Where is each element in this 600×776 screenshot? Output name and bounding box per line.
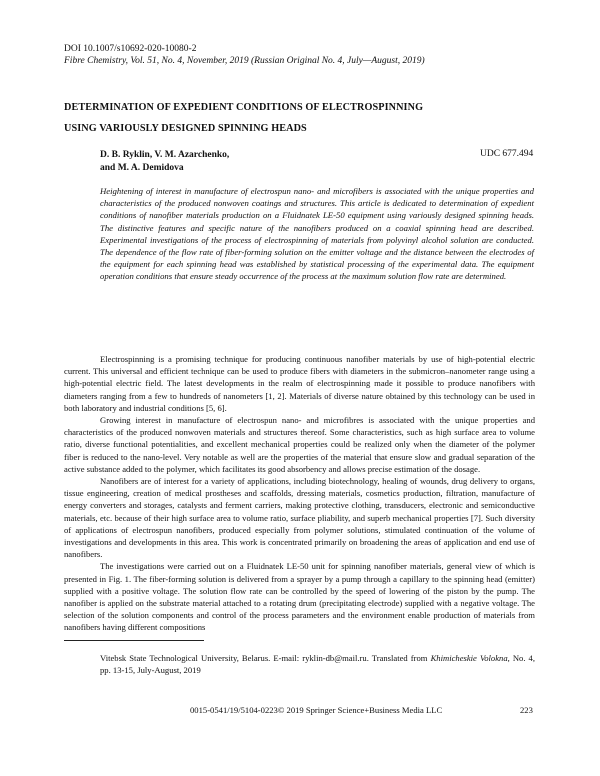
author-list (100, 149, 229, 175)
article-title-line-1: DETERMINATION OF EXPEDIENT CONDITIONS OF ELECTROSPINNING (64, 102, 424, 113)
footnote-issue: , No. 4, pp. 13-15, July-August, 2019 (100, 653, 535, 676)
footnote-journal-ru: Khimicheskie Volokna (430, 653, 508, 663)
authors-line-1: D. B. Ryklin, V. M. Azarchenko, (100, 150, 230, 160)
footnote (100, 652, 535, 677)
journal-citation: Fibre Chemistry, Vol. 51, No. 4, November, 2019 (Russian Original No. 4, July—August, 2019) (64, 56, 425, 66)
udc-code: UDC 677.494 (480, 149, 534, 159)
paragraph-3: Nanofibers are of interest for a variety of applications, including biotechnology, healing of wounds, drug delivery to organs, tissue engineering, creation of medical prostheses and scaffolds, dressing materials, cosmetics production, filtration, manufacture of energy converters and storages, catalysts and ferment carriers, making protective clothing, transducers, electronic and semiconductive materials, etc. because of their high surface area to volume ratio, surface pliability, and superb mechanical properties [7]. Such diversity of applications of electrospun nanofibers, produced especially from polymer solutions, stimulated continuation of the volume of investigations and developments in this area. This work is concentrated primarily on broadening the areas of application and end use of nanofibers. (64, 476, 535, 560)
issn-copyright: 0015-0541/19/5104-0223© 2019 Springer Science+Business Media LLC (190, 705, 443, 715)
body-text (64, 353, 535, 634)
page-number: 223 (520, 705, 533, 715)
abstract: Heightening of interest in manufacture of electrospun nano- and microfibers is associated with the unique properties and characteristics of the produced nonwoven coatings and structures. This article is dedicated to determination of expedient conditions of nanofiber materials production on a Fluidnatek LE-50 equipment using variously designed spinning heads. The distinctive features and specific nature of the nanofibers produced on a coaxial spinning head are described. Experimental investigations of the process of electrospinning of materials from polyvinyl alcohol solution are conducted. The dependence of the flow rate of fiber-forming solution on the emitter voltage and the distance between the electrodes of the equipment for each spinning head was established by statistical processing of the experimental data. The equipment operation conditions that ensure steady occurrence of the process at the maximum solution flow rate are determined. (100, 186, 534, 282)
footnote-divider (64, 640, 204, 641)
paragraph-1: Electrospinning is a promising technique for producing continuous nanofiber materials by use of high-potential electric current. This universal and efficient technique can be used to produce fibers with diameters in the submicron–nanometer range using a high-potential electric field. The latest developments in the realm of electrospinning made it possible to produce nanofibers with diameters ranging from a few to hundreds of nanometers [1, 2]. Materials of diverse nature obtained by this technology can be used in both laboratory and industrial conditions [5, 6]. (64, 354, 535, 413)
doi-line: DOI 10.1007/s10692-020-10080-2 (64, 44, 197, 54)
paragraph-2: Growing interest in manufacture of electrospun nano- and microfibres is associated with the unique properties and characteristics of the produced nonwoven materials and structures thereof. Some characteristics, such as high surface area to volume ratio, diverse functional potentialities, and excellent mechanical properties could be realized only when the diameter of the polymer fiber is reduced to the nano-level. Very notable as well are the properties of the material that ensure slow and gradual separation of the active substance added to the polymer, which facilitates its good absorbency and allows precise estimation of the dosage. (64, 415, 535, 474)
authors-line-2: and M. A. Demidova (100, 163, 184, 173)
paragraph-4: The investigations were carried out on a Fluidnatek LE-50 unit for spinning nanofiber materials, general view of which is presented in Fig. 1. The fiber-forming solution is delivered from a sprayer by a pump through a capillary to the spinning head (emitter) supplied with a positive voltage. The solution flow rate can be controlled by the speed of lowering of the piston by the pump. The nanofiber is applied on the substrate material attached to a rotating drum (precipitating electrode) supplied with a negative voltage. The selection of the solution components and control of the process parameters and the environment enable production of materials from nanofibers having different compositions (64, 561, 535, 633)
article-title-line-2: USING VARIOUSLY DESIGNED SPINNING HEADS (64, 123, 307, 134)
footnote-affiliation: Vitebsk State Technological University, Belarus. E-mail: ryklin-db@mail.ru. Translated from (100, 653, 428, 663)
